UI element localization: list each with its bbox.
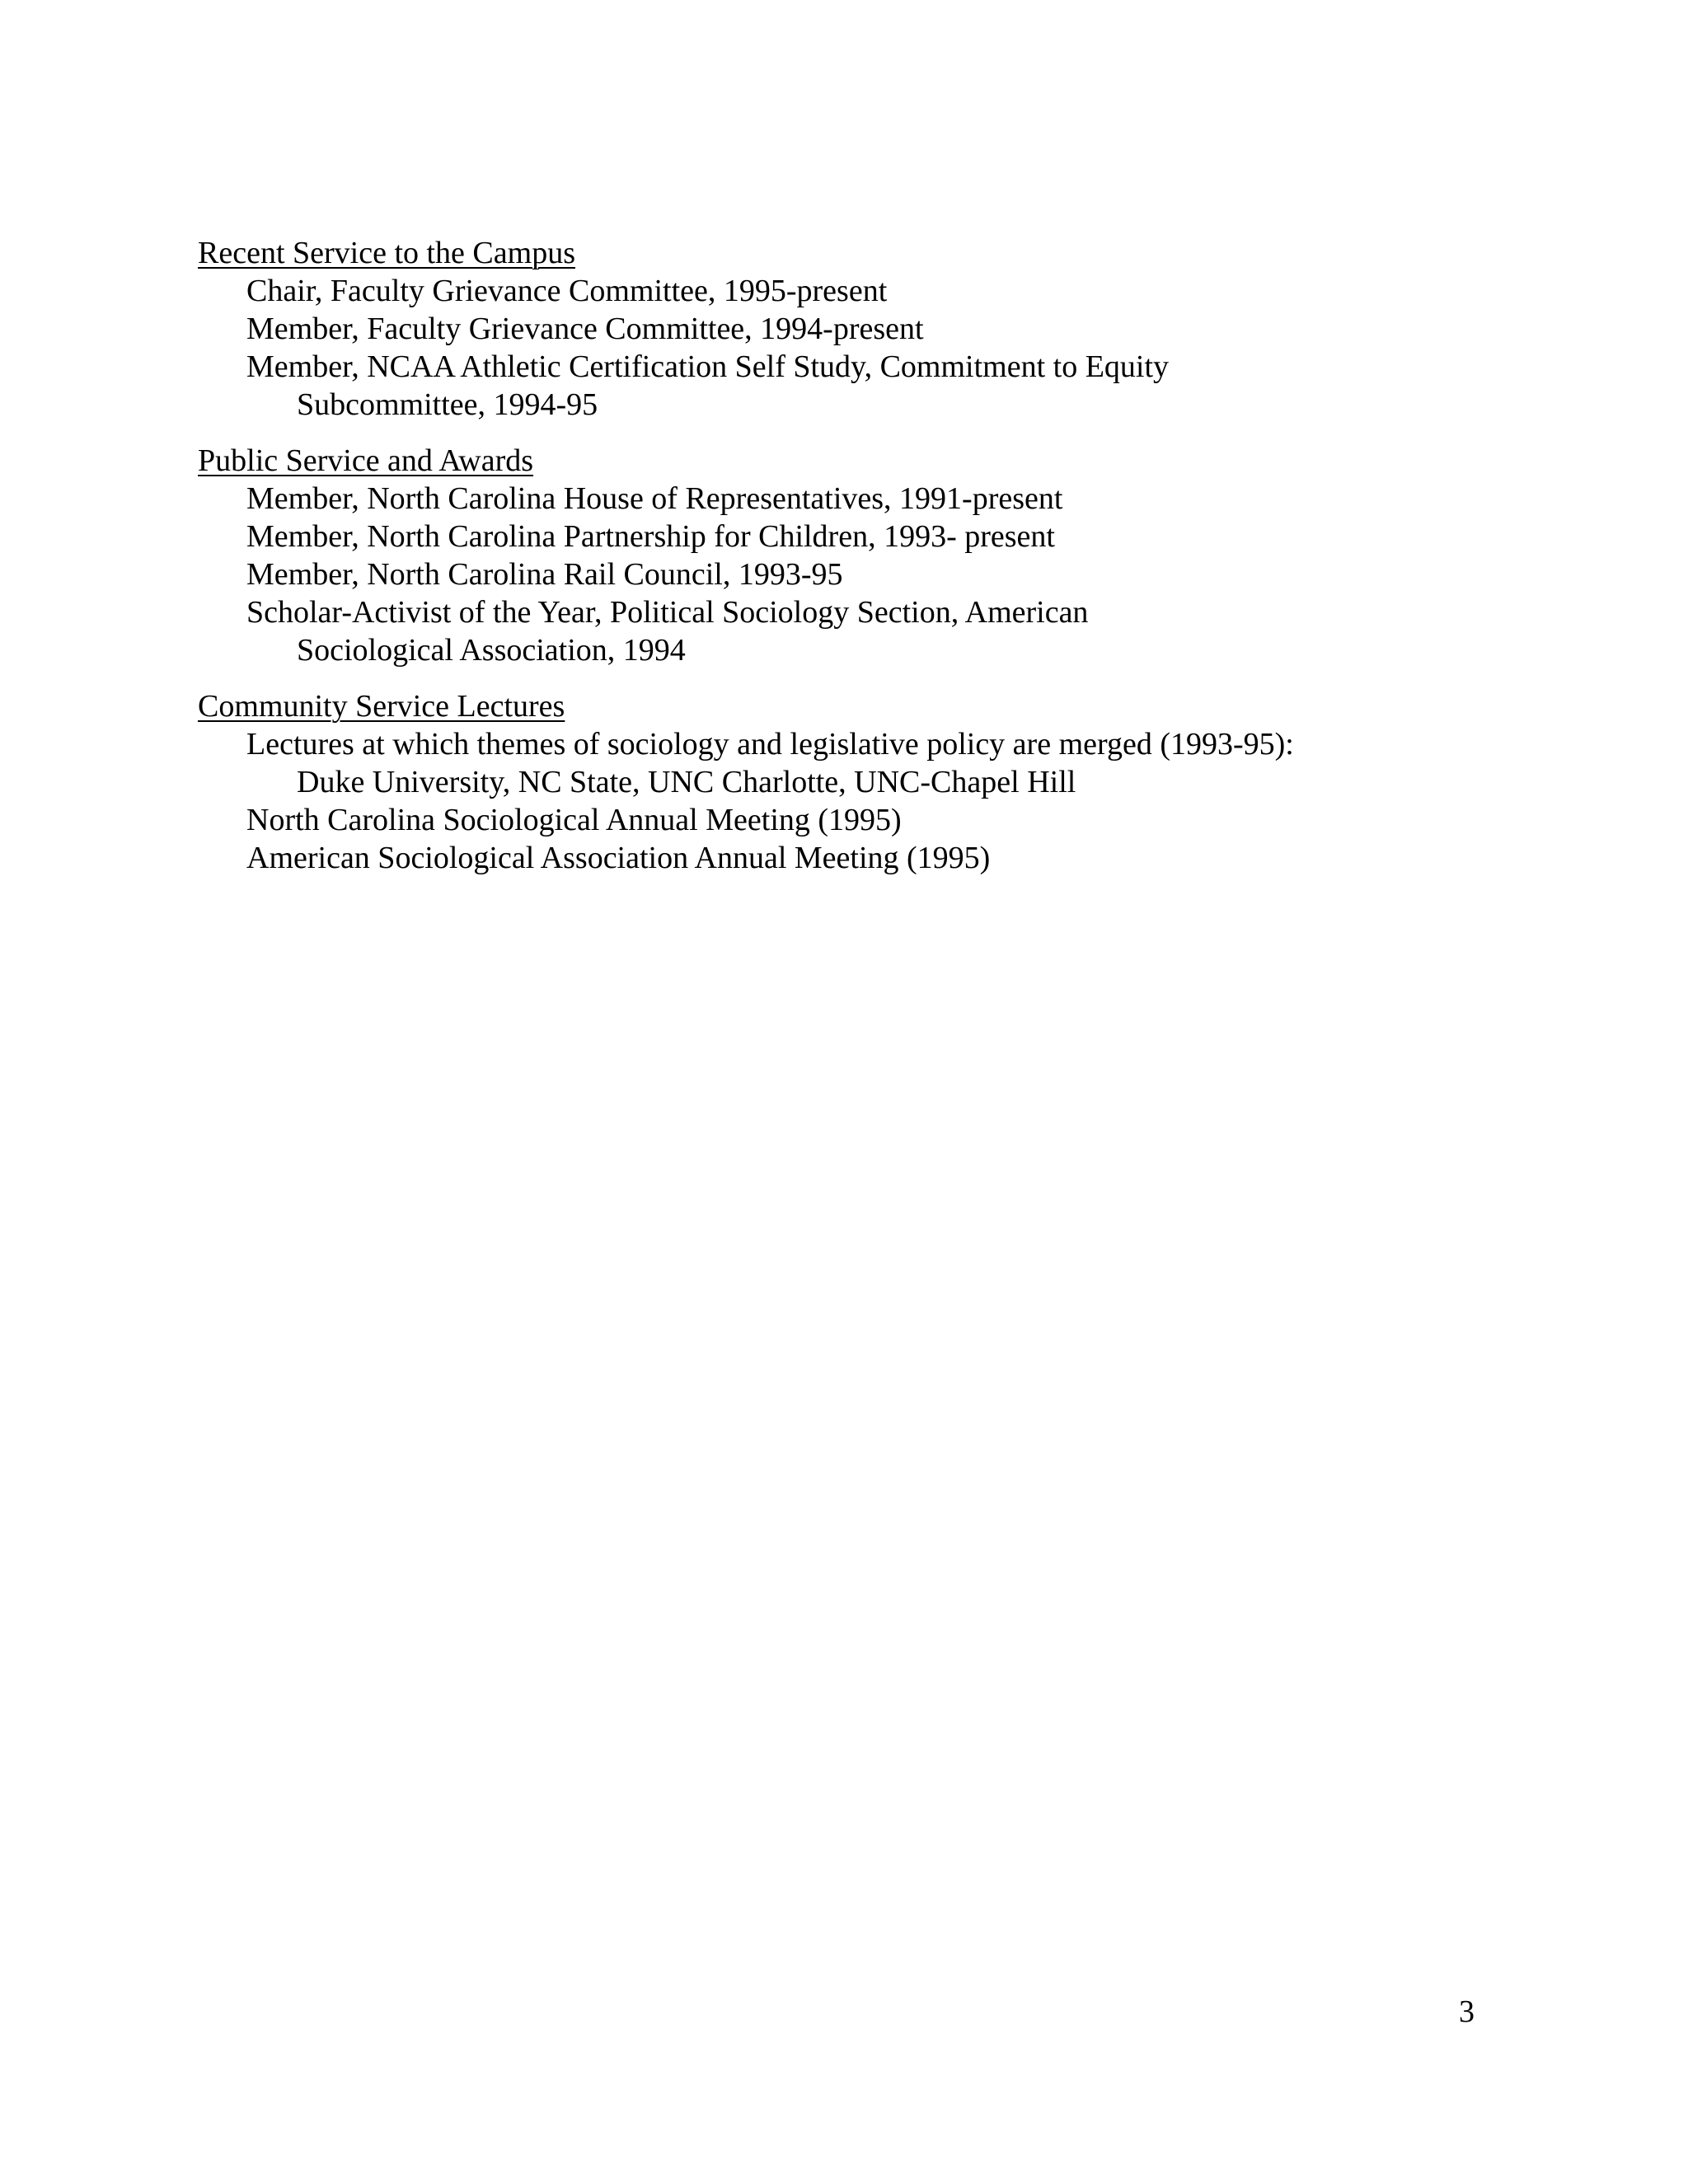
item-continuation: Sociological Association, 1994: [297, 633, 686, 668]
item-text: Scholar-Activist of the Year, Political Sociology Section, American: [246, 595, 1089, 630]
item-text: North Carolina Sociological Annual Meeting (1995): [246, 803, 902, 837]
section-heading: Public Service and Awards: [198, 443, 534, 478]
item-text: Lectures at which themes of sociology and legislative policy are merged (1993-95):: [246, 727, 1294, 762]
item-text: Member, Faculty Grievance Committee, 1994-present: [246, 312, 924, 346]
list-item: [246, 480, 1533, 518]
item-text: Chair, Faculty Grievance Committee, 1995-present: [246, 274, 888, 308]
item-text: Member, North Carolina Partnership for Children, 1993- present: [246, 519, 1055, 554]
item-text: Member, North Carolina Rail Council, 1993-95: [246, 557, 843, 592]
item-continuation: Duke University, NC State, UNC Charlotte, UNC-Chapel Hill: [297, 765, 1076, 799]
section-community-lectures: [198, 687, 1533, 877]
section-heading: Community Service Lectures: [198, 689, 565, 724]
section-campus-service: [198, 234, 1533, 424]
list-item: [246, 839, 1533, 877]
document-body: [198, 234, 1533, 895]
section-heading: Recent Service to the Campus: [198, 236, 575, 270]
list-item: [246, 593, 1533, 669]
list-item: [246, 801, 1533, 839]
list-item: [246, 310, 1533, 348]
item-text: Member, NCAA Athletic Certification Self Study, Commitment to Equity: [246, 349, 1170, 384]
item-continuation: Subcommittee, 1994-95: [297, 387, 598, 422]
item-text: Member, North Carolina House of Representatives, 1991-present: [246, 481, 1063, 516]
section-public-service: [198, 442, 1533, 669]
list-item: [246, 272, 1533, 310]
list-item: [246, 348, 1533, 424]
list-item: [246, 518, 1533, 555]
page-number: 3: [1459, 1994, 1475, 2029]
item-text: American Sociological Association Annual Meeting (1995): [246, 841, 991, 875]
list-item: [246, 725, 1533, 801]
list-item: [246, 555, 1533, 593]
